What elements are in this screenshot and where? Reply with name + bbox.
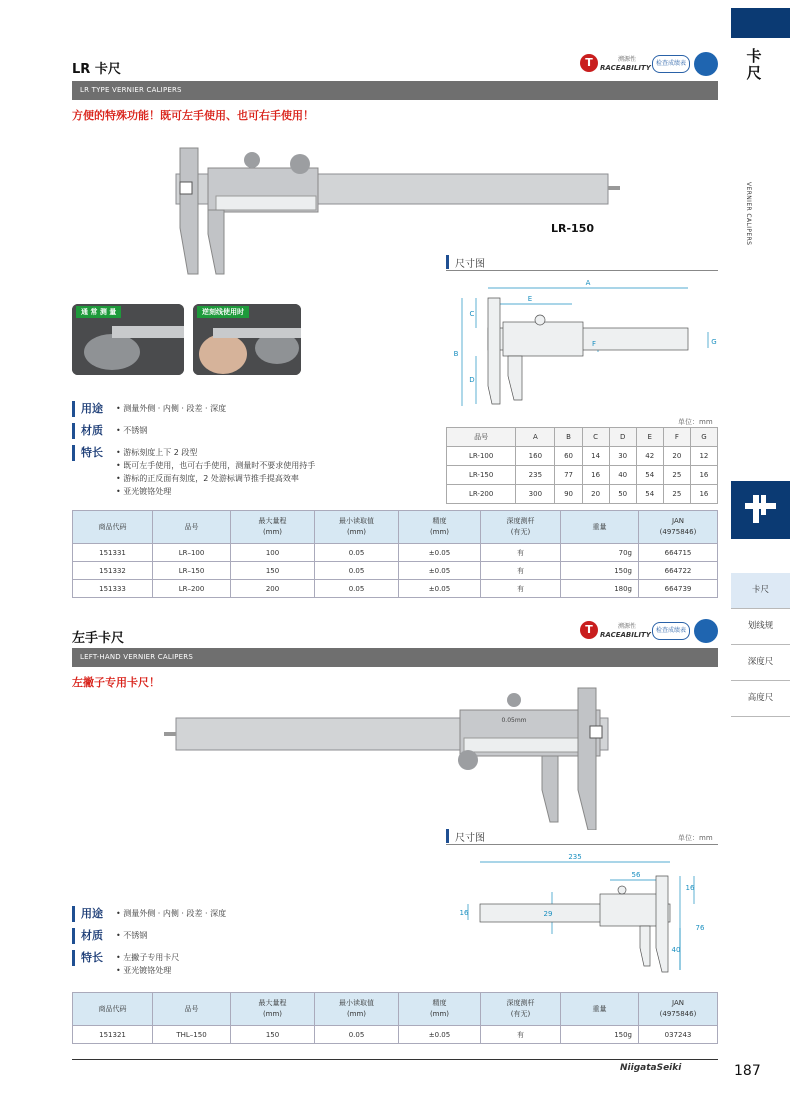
product-cell: 151321	[73, 1026, 153, 1044]
dim-title-underline	[446, 270, 718, 271]
caliper-icon	[731, 481, 790, 539]
dim-cell: LR-150	[447, 466, 516, 485]
side-tab-top	[731, 8, 790, 38]
product-cell: 664722	[639, 562, 718, 580]
product-cell: 664715	[639, 544, 718, 562]
dim-header: B	[555, 428, 582, 447]
left-hand-dimension-diagram	[450, 848, 705, 987]
table-row	[447, 485, 718, 504]
globe-icon	[694, 52, 718, 76]
product-cell: ±0.05	[399, 544, 481, 562]
dim-header: E	[636, 428, 663, 447]
product-cell: 151332	[73, 562, 153, 580]
section2-title: 左手卡尺	[72, 631, 125, 646]
side-menu	[731, 573, 790, 717]
dim-cell: 16	[582, 466, 609, 485]
product-header: 商品代码	[73, 511, 153, 544]
section1-title: LR 卡尺	[72, 62, 121, 77]
dim-cell: 20	[582, 485, 609, 504]
page-number: 187	[734, 1063, 761, 1079]
product-cell: 150	[231, 562, 315, 580]
dim-header: D	[609, 428, 636, 447]
dim-cell: 14	[582, 447, 609, 466]
dim-header: G	[690, 428, 717, 447]
feature-list	[116, 951, 179, 977]
product-cell: 70g	[561, 544, 639, 562]
product-cell: ±0.05	[399, 562, 481, 580]
spec-feature-key: 特长	[72, 445, 110, 461]
product-header: JAN (4975846)	[639, 511, 718, 544]
dim-cell: 12	[690, 447, 717, 466]
dim-label-d: D	[469, 376, 475, 384]
side-menu-item-depth-gauges[interactable]: 深度尺	[731, 645, 790, 681]
traceability-badge	[580, 52, 720, 78]
product-cell: 037243	[639, 1026, 718, 1044]
dim-235: 235	[568, 853, 582, 861]
dim-title-1: 尺寸图	[455, 259, 485, 270]
dim-16-top: 16	[685, 884, 695, 892]
product-cell: 150	[231, 1026, 315, 1044]
product-cell: 有	[481, 580, 561, 598]
feature-item: • 游标的正反面有刻度，2 处游标调节推手提高效率	[116, 474, 299, 483]
product-cell: 151333	[73, 580, 153, 598]
traceability-small-text: 溯源性	[618, 623, 637, 630]
dim-cell: 235	[516, 466, 555, 485]
feature-item: • 既可左手使用，也可右手使用，测量时不要求使用持手	[116, 461, 316, 470]
product-cell: 0.05	[315, 1026, 399, 1044]
product-cell: 0.05	[315, 580, 399, 598]
dim-cell: LR-200	[447, 485, 516, 504]
traceability-logo: T	[580, 54, 598, 72]
dim-cell: 25	[663, 466, 690, 485]
dim-cell: 54	[636, 466, 663, 485]
dim-cell: LR-100	[447, 447, 516, 466]
side-menu-item-calipers[interactable]: 卡尺	[731, 573, 790, 609]
dim-title-marker	[446, 255, 449, 269]
dim-label-a: A	[585, 279, 591, 287]
product-header: 品号	[153, 993, 231, 1026]
inspection-cert-badge: 检查成绩表	[652, 55, 690, 73]
dim-label-e: E	[527, 295, 533, 303]
table-row	[73, 544, 718, 562]
product-cell: THL–150	[153, 1026, 231, 1044]
dim-cell: 54	[636, 485, 663, 504]
dim-cell: 30	[609, 447, 636, 466]
dim-56: 56	[631, 871, 641, 879]
dim-29: 29	[543, 910, 553, 918]
dim-cell: 42	[636, 447, 663, 466]
dim-header: C	[582, 428, 609, 447]
dim-label-g: G	[711, 338, 717, 346]
globe-icon	[694, 619, 718, 643]
dim-label-c: C	[469, 310, 475, 318]
product-header: 最小读取值 (mm)	[315, 511, 399, 544]
spec-use-key: 用途	[72, 906, 110, 922]
footer-rule	[72, 1059, 718, 1060]
lr-dimension-diagram	[448, 276, 718, 420]
dim-cell: 160	[516, 447, 555, 466]
traceability-word: RACEABILITY	[600, 64, 651, 72]
scale-text: 0.05mm	[501, 717, 527, 724]
dim-cell: 16	[690, 485, 717, 504]
spec-use-value: • 测量外侧 · 内侧 · 段差 · 深度	[116, 404, 227, 413]
product-header: 精度 (mm)	[399, 511, 481, 544]
reverse-scale-photo	[193, 304, 301, 375]
feature-item: • 亚光镀铬处理	[116, 966, 172, 975]
dim-cell: 25	[663, 485, 690, 504]
dim-40: 40	[671, 946, 681, 954]
dim-cell: 40	[609, 466, 636, 485]
feature-item: • 游标刻度上下 2 段型	[116, 448, 198, 457]
traceability-logo: T	[580, 621, 598, 639]
dim-label-f: F	[591, 340, 597, 348]
dimension-table	[446, 427, 718, 504]
table-row	[73, 1026, 718, 1044]
product-header: 重量	[561, 993, 639, 1026]
product-header: JAN (4975846)	[639, 993, 718, 1026]
product-cell: 有	[481, 1026, 561, 1044]
product-cell: 180g	[561, 580, 639, 598]
product-cell: 有	[481, 544, 561, 562]
product-cell: 0.05	[315, 544, 399, 562]
product-cell: LR–100	[153, 544, 231, 562]
product-header: 最大量程 (mm)	[231, 993, 315, 1026]
product-cell: 有	[481, 562, 561, 580]
product-header: 最大量程 (mm)	[231, 511, 315, 544]
section1-subtitle-bar: LR TYPE VERNIER CALIPERS	[72, 81, 718, 100]
product-cell: LR–200	[153, 580, 231, 598]
unit-label-1: 单位：mm	[678, 418, 713, 426]
inspection-cert-badge: 检查成绩表	[652, 622, 690, 640]
product-table-2	[72, 992, 718, 1044]
product-table-1	[72, 510, 718, 598]
product-header: 重量	[561, 511, 639, 544]
product-cell: 150g	[561, 562, 639, 580]
spec-block-2	[72, 906, 442, 978]
feature-item: • 左撇子专用卡尺	[116, 953, 180, 962]
side-vertical-label: VERNIER CALIPERS	[745, 182, 752, 246]
dim-cell: 20	[663, 447, 690, 466]
product-header: 商品代码	[73, 993, 153, 1026]
table-row	[447, 466, 718, 485]
spec-feature-key: 特长	[72, 950, 110, 966]
feature-item: • 亚光镀铬处理	[116, 487, 172, 496]
side-category-title: 卡尺	[746, 47, 762, 82]
product-cell: 151331	[73, 544, 153, 562]
side-menu-item-scribers[interactable]: 划线规	[731, 609, 790, 645]
product-header: 深度测杆 (有无)	[481, 511, 561, 544]
product-cell: ±0.05	[399, 1026, 481, 1044]
spec-use-value: • 测量外侧 · 内侧 · 段差 · 深度	[116, 909, 227, 918]
dim-title-marker	[446, 829, 449, 843]
dim-cell: 50	[609, 485, 636, 504]
dim-cell: 16	[690, 466, 717, 485]
product-header: 精度 (mm)	[399, 993, 481, 1026]
table-row	[447, 447, 718, 466]
dim-cell: 90	[555, 485, 582, 504]
spec-material-value: • 不锈钢	[116, 426, 148, 435]
table-row	[73, 562, 718, 580]
normal-measurement-photo	[72, 304, 184, 375]
dim-cell: 60	[555, 447, 582, 466]
dim-label-b: B	[453, 350, 459, 358]
dim-title-underline	[446, 844, 718, 845]
spec-material-key: 材质	[72, 423, 110, 439]
dim-header: 品号	[447, 428, 516, 447]
product-header: 深度测杆 (有无)	[481, 993, 561, 1026]
product-cell: ±0.05	[399, 580, 481, 598]
dim-cell: 300	[516, 485, 555, 504]
product-cell: 0.05	[315, 562, 399, 580]
dim-16-left: 16	[459, 909, 469, 917]
table-row	[73, 580, 718, 598]
unit-label-2: 单位：mm	[678, 834, 713, 842]
product-cell: 150g	[561, 1026, 639, 1044]
traceability-small-text: 溯源性	[618, 56, 637, 63]
normal-measurement-tag: 通 常 测 量	[76, 306, 121, 318]
brand-logo: NiigataSeiki	[620, 1063, 682, 1073]
product-cell: 664739	[639, 580, 718, 598]
traceability-badge-2	[580, 619, 720, 645]
lr150-caliper-image	[168, 138, 628, 283]
dim-header: F	[663, 428, 690, 447]
section2-tagline: 左撇子专用卡尺！	[72, 676, 160, 689]
reverse-scale-tag: 逆刻线使用时	[197, 306, 249, 318]
product-header: 最小读取值 (mm)	[315, 993, 399, 1026]
side-menu-item-height-gauges[interactable]: 高度尺	[731, 681, 790, 717]
product-cell: 200	[231, 580, 315, 598]
left-hand-caliper-image	[150, 680, 620, 830]
dim-header: A	[516, 428, 555, 447]
spec-material-value: • 不锈钢	[116, 931, 148, 940]
section1-tagline: 方便的特殊功能！既可左手使用、也可右手使用！	[72, 109, 314, 122]
product-cell: 100	[231, 544, 315, 562]
product-cell: LR–150	[153, 562, 231, 580]
section2-subtitle-bar: LEFT-HAND VERNIER CALIPERS	[72, 648, 718, 667]
product-header: 品号	[153, 511, 231, 544]
spec-block-1	[72, 401, 442, 505]
traceability-word: RACEABILITY	[600, 631, 651, 639]
dim-76: 76	[695, 924, 705, 932]
dim-cell: 77	[555, 466, 582, 485]
spec-material-key: 材质	[72, 928, 110, 944]
feature-list	[116, 446, 315, 498]
spec-use-key: 用途	[72, 401, 110, 417]
dim-title-2: 尺寸图	[455, 833, 485, 844]
model-caption: LR-150	[551, 222, 595, 235]
